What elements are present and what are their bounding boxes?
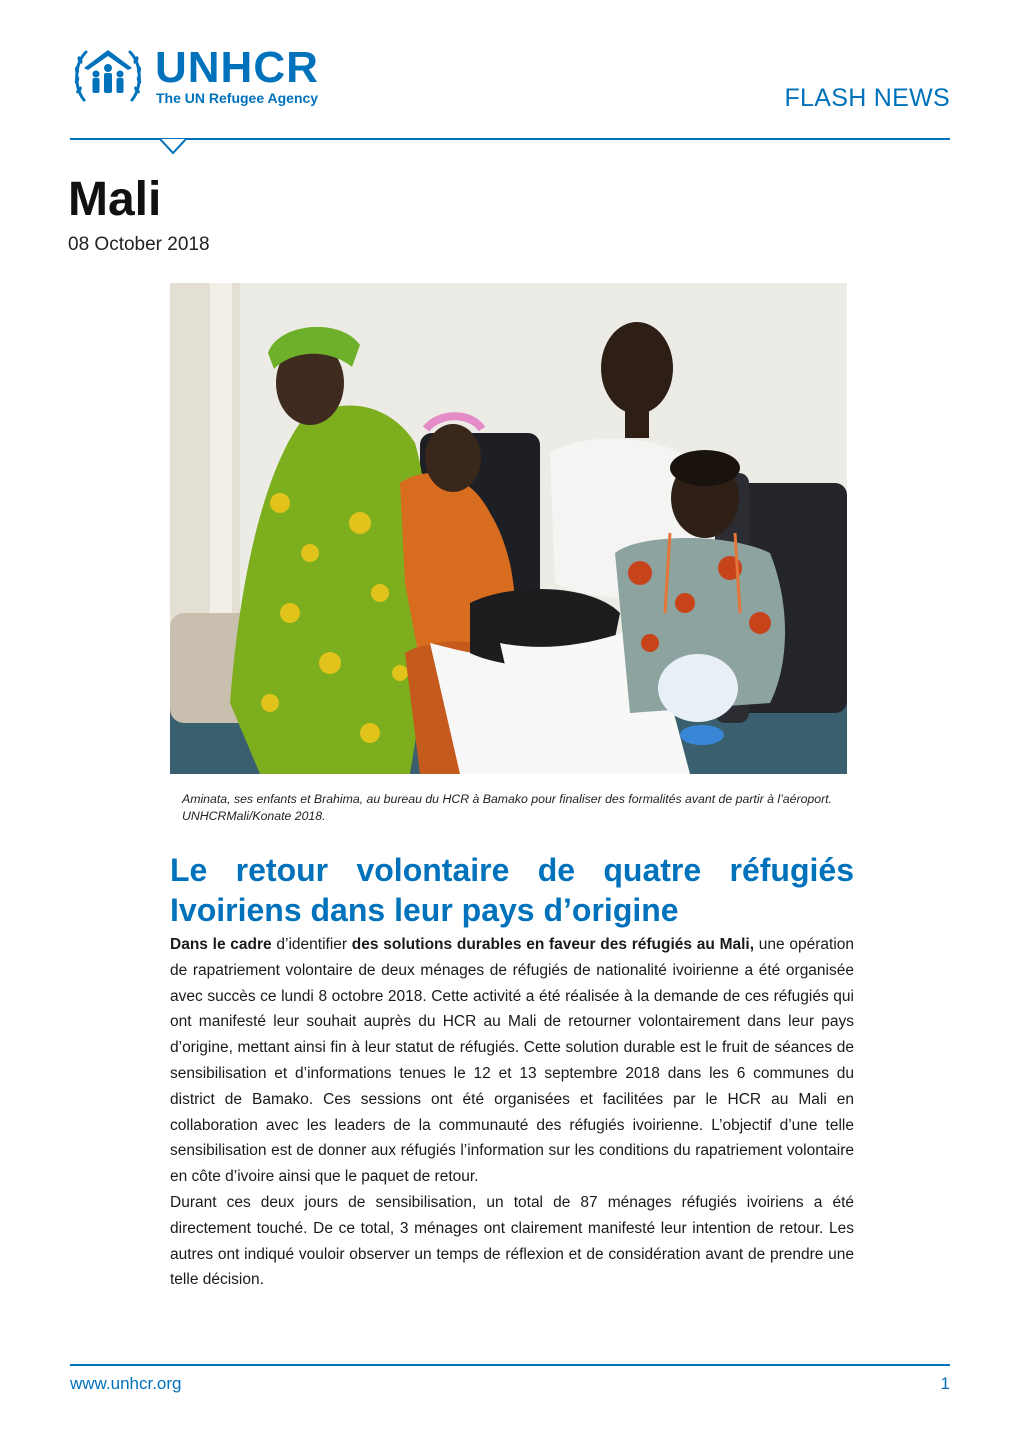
unhcr-logo [70,44,370,108]
lead-bold-2: des solutions durables en faveur des réfugiés au Mali, [351,936,755,953]
article-photo [170,283,847,774]
headline-line-2: Ivoiriens dans leur pays d’origine [170,892,679,928]
footer-website-link[interactable]: www.unhcr.org [70,1374,182,1393]
article-headline [170,850,854,930]
divider-notch-icon [160,139,186,155]
paragraph-1-rest: une opération de rapatriement volontaire de deux ménages de réfugiés de nationalité ivoirienne a été organisée avec succès ce lundi 8 octobre 2018. Cette activité a été réalisée à la demande de ces réfugiés qui ont manifesté leur souhait auprès du HCR au Mali de retourner volontairement dans leur pays d’origine, mettant ainsi fin à leur statut de réfugiés. Cette solution durable est le fruit de séances de sensibilisation et d’informations tenues le 12 et 13 septembre 2018 dans les 6 communes du district de Bamako. Ces sessions ont été organisées et facilitées par le HCR au Mali en collaboration avec les leaders de la communauté des réfugiés ivoirienne. L’objectif d’une telle sensibilisation est de donner aux réfugiés l’information sur les conditions du rapatriement volontaire en côte d’ivoire ainsi que le paquet de retour. [170,936,855,1186]
paragraph-1 [170,932,854,1190]
photo-caption: Aminata, ses enfants et Brahima, au bureau du HCR à Bamako pour finaliser des formalités avant de partir à l’aéroport. UNHCRMali/Konate 2018. [182,792,833,823]
page-title: Mali [68,173,162,226]
header-divider [70,138,950,140]
flash-news-label: FLASH NEWS [784,84,950,112]
paragraph-2: Durant ces deux jours de sensibilisation, un total de 87 ménages réfugiés ivoiriens a été directement touché. De ce total, 3 ménages ont clairement manifesté leur intention de retour. Les autres ont indiqué vouloir observer un temps de réflexion et de considération avant de prendre une telle décision. [170,1193,854,1289]
page-number: 1 [940,1374,950,1393]
family-photo-illustration [170,283,847,774]
headline-line-1: Le retour volontaire de quatre réfugiés [170,852,854,888]
unhcr-emblem-icon [70,44,146,106]
logo-tagline: The UN Refugee Agency [156,90,319,106]
publication-date: 08 October 2018 [68,234,210,255]
lead-bold-1: Dans le cadre [170,936,272,953]
footer-divider [70,1364,950,1366]
article-body [170,932,854,1293]
logo-wordmark: UNHCR [155,43,319,92]
lead-normal: d’identifier [271,936,352,953]
